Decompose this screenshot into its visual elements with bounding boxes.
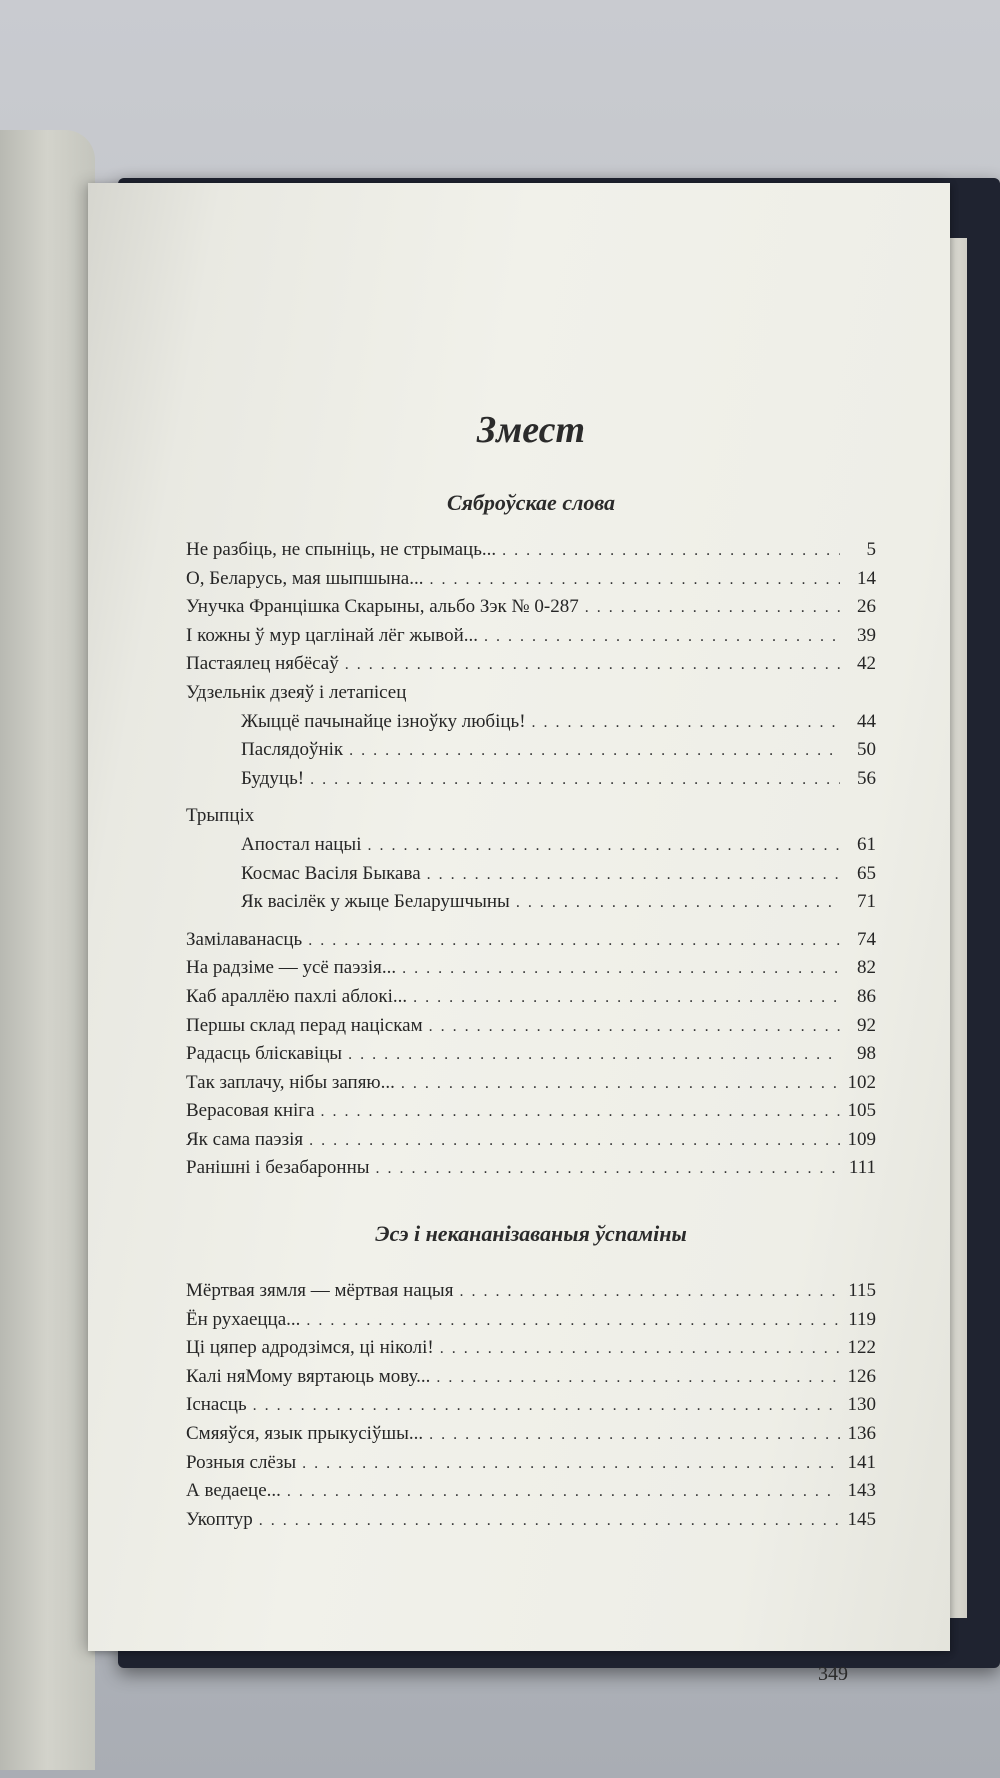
toc-list — [186, 536, 876, 1183]
toc-entry — [186, 1449, 876, 1478]
toc-entry-page: 82 — [857, 957, 876, 979]
toc-entry — [186, 1363, 876, 1392]
toc-entry — [186, 1097, 876, 1126]
table-of-contents — [186, 408, 876, 1534]
toc-entry — [186, 622, 876, 651]
toc-entry-page: 42 — [857, 653, 876, 675]
toc-entry-title: Розныя слёзы — [186, 1451, 297, 1473]
toc-leader-dots — [429, 1421, 840, 1450]
toc-entry — [186, 765, 876, 794]
toc-entry-title: Не разбіць, не спыніць, не стрымаць... — [186, 539, 497, 560]
toc-entry-title: Калі няМому вяртаюць мову... — [186, 1365, 431, 1387]
toc-entry — [186, 983, 876, 1012]
toc-entry-title: Апостал нацыі — [241, 833, 362, 855]
toc-entry-title: Мёртвая зямля — мёртвая нацыя — [186, 1280, 454, 1302]
toc-leader-dots — [440, 1335, 840, 1364]
toc-entry-page: 61 — [857, 833, 876, 855]
toc-leader-dots — [253, 1392, 840, 1421]
toc-entry-page: 105 — [847, 1100, 876, 1122]
toc-entry-page: 119 — [848, 1308, 876, 1330]
toc-entry — [186, 536, 876, 565]
toc-leader-dots — [309, 1127, 840, 1156]
toc-leader-dots — [427, 861, 840, 890]
toc-entry — [186, 1126, 876, 1155]
toc-entry-page: 122 — [847, 1337, 876, 1359]
toc-leader-dots — [306, 1307, 840, 1336]
toc-entry-page: 92 — [857, 1014, 876, 1036]
toc-leader-dots — [532, 709, 840, 738]
toc-entry — [186, 954, 876, 983]
toc-entry-title: Верасовая кніга — [186, 1100, 315, 1122]
toc-entry-title: Смяяўся, язык прыкусіўшы... — [186, 1423, 424, 1445]
toc-entry-title: А ведаеце... — [186, 1480, 281, 1502]
toc-entry-title: Так заплачу, нібы запяю... — [186, 1071, 395, 1093]
toc-entry-page: 145 — [847, 1508, 876, 1530]
toc-entry-title: На радзіме — усё паэзія... — [186, 957, 397, 979]
toc-entry — [186, 802, 876, 831]
toc-leader-dots — [429, 566, 840, 595]
toc-leader-dots — [376, 1155, 840, 1184]
toc-leader-dots — [348, 1041, 840, 1070]
toc-entry-title: Пастаялец нябёсаў — [186, 653, 339, 675]
toc-entry — [186, 1040, 876, 1069]
toc-leader-dots — [310, 766, 840, 795]
section-title: Эсэ і некананізаваныя ўспаміны — [375, 1221, 687, 1247]
toc-leader-dots — [401, 1070, 840, 1099]
toc-entry — [186, 1477, 876, 1506]
toc-entry-title: Ранішні і безабаронны — [186, 1157, 370, 1179]
toc-entry-title: Укоптур — [186, 1508, 253, 1530]
toc-leader-dots — [259, 1507, 840, 1536]
toc-entry-page: 111 — [848, 1157, 876, 1179]
toc-entry — [186, 565, 876, 594]
toc-leader-dots — [287, 1478, 840, 1507]
toc-entry-page: 14 — [857, 567, 876, 589]
toc-entry-title: Космас Васіля Быкава — [241, 862, 421, 884]
toc-entry-page: 56 — [857, 767, 876, 789]
toc-entry — [186, 860, 876, 889]
toc-entry-page: 65 — [857, 862, 876, 884]
toc-entry-page: 86 — [857, 985, 876, 1007]
toc-entry-page: 102 — [847, 1071, 876, 1093]
toc-entry-title: Жыццё пачынайце ізноўку любіць! — [241, 710, 526, 732]
toc-entry — [186, 650, 876, 679]
toc-entry-title: Трыпціх — [186, 805, 255, 827]
toc-entry — [186, 736, 876, 765]
toc-entry-title: І кожны ў мур цаглінай лёг жывой... — [186, 624, 479, 646]
section-title: Сяброўскае слова — [446, 490, 616, 515]
toc-entry — [186, 888, 876, 917]
toc-entry-page: 39 — [857, 624, 876, 646]
toc-entry — [186, 1277, 876, 1306]
page-title: Змест — [476, 409, 586, 451]
toc-entry-title: Удзельнік дзеяў і летапісец — [186, 681, 407, 703]
toc-entry — [186, 1012, 876, 1041]
toc-entry-title: Як сама паэзія — [186, 1128, 304, 1150]
toc-entry-page: 109 — [847, 1128, 876, 1150]
toc-entry — [186, 1391, 876, 1420]
toc-entry-title: Першы склад перад націскам — [186, 1014, 423, 1036]
toc-entry — [186, 679, 876, 708]
toc-entry — [186, 1069, 876, 1098]
toc-entry-title: Каб араллёю пахлі аблокі... — [186, 985, 408, 1007]
toc-entry-page: 130 — [847, 1394, 876, 1416]
toc-entry — [186, 831, 876, 860]
toc-entry-page: 115 — [848, 1280, 876, 1302]
toc-entry-page: 71 — [857, 891, 876, 913]
toc-entry-title: Ці цяпер адродзімся, ці ніколі! — [186, 1337, 434, 1359]
toc-entry-page: 5 — [866, 539, 876, 560]
toc-entry-page: 98 — [857, 1043, 876, 1065]
toc-entry-page: 141 — [847, 1451, 876, 1473]
toc-entry-title: Радасць бліскавіцы — [186, 1043, 343, 1065]
toc-leader-dots — [484, 623, 840, 652]
toc-list — [186, 1277, 876, 1534]
toc-entry-page: 26 — [857, 596, 876, 618]
toc-entry — [186, 1506, 876, 1535]
toc-entry-page: 44 — [857, 710, 876, 732]
toc-leader-dots — [367, 832, 840, 861]
toc-leader-dots — [321, 1098, 840, 1127]
page-number: 349 — [818, 1663, 848, 1685]
toc-leader-dots — [308, 927, 840, 956]
toc-entry-title: Існасць — [186, 1394, 247, 1416]
toc-entry-title: Ён рухаецца... — [186, 1308, 301, 1330]
toc-leader-dots — [402, 955, 840, 984]
toc-entry — [186, 1334, 876, 1363]
toc-entry-page: 126 — [847, 1365, 876, 1387]
toc-entry — [186, 1154, 876, 1183]
toc-entry — [186, 926, 876, 955]
toc-entry-title: Унучка Францішка Скарыны, альбо Зэк № 0-287 — [186, 596, 579, 618]
left-page — [0, 130, 95, 1770]
toc-leader-dots — [436, 1364, 840, 1393]
toc-entry-page: 74 — [857, 928, 876, 950]
toc-leader-dots — [345, 651, 840, 680]
toc-entry-title: Паслядоўнік — [241, 739, 344, 761]
toc-entry — [186, 593, 876, 622]
toc-leader-dots — [459, 1278, 840, 1307]
toc-entry — [186, 708, 876, 737]
toc-entry-page: 136 — [847, 1423, 876, 1445]
toc-entry-title: Як васілёк у жыце Беларушчыны — [241, 891, 510, 913]
toc-entry-title: Будуць! — [241, 767, 305, 789]
toc-entry — [186, 1306, 876, 1335]
right-page — [88, 183, 950, 1685]
toc-leader-dots — [302, 1450, 840, 1479]
toc-leader-dots — [413, 984, 840, 1013]
toc-entry-title: Замілаванасць — [186, 928, 303, 950]
toc-leader-dots — [429, 1013, 840, 1042]
toc-entry-page: 50 — [857, 739, 876, 761]
toc-leader-dots — [349, 737, 840, 766]
toc-entry-title: О, Беларусь, мая шыпшына... — [186, 567, 424, 589]
toc-leader-dots — [502, 537, 840, 566]
toc-leader-dots — [516, 889, 840, 918]
toc-leader-dots — [585, 594, 840, 623]
toc-entry-page: 143 — [847, 1480, 876, 1502]
toc-entry — [186, 1420, 876, 1449]
